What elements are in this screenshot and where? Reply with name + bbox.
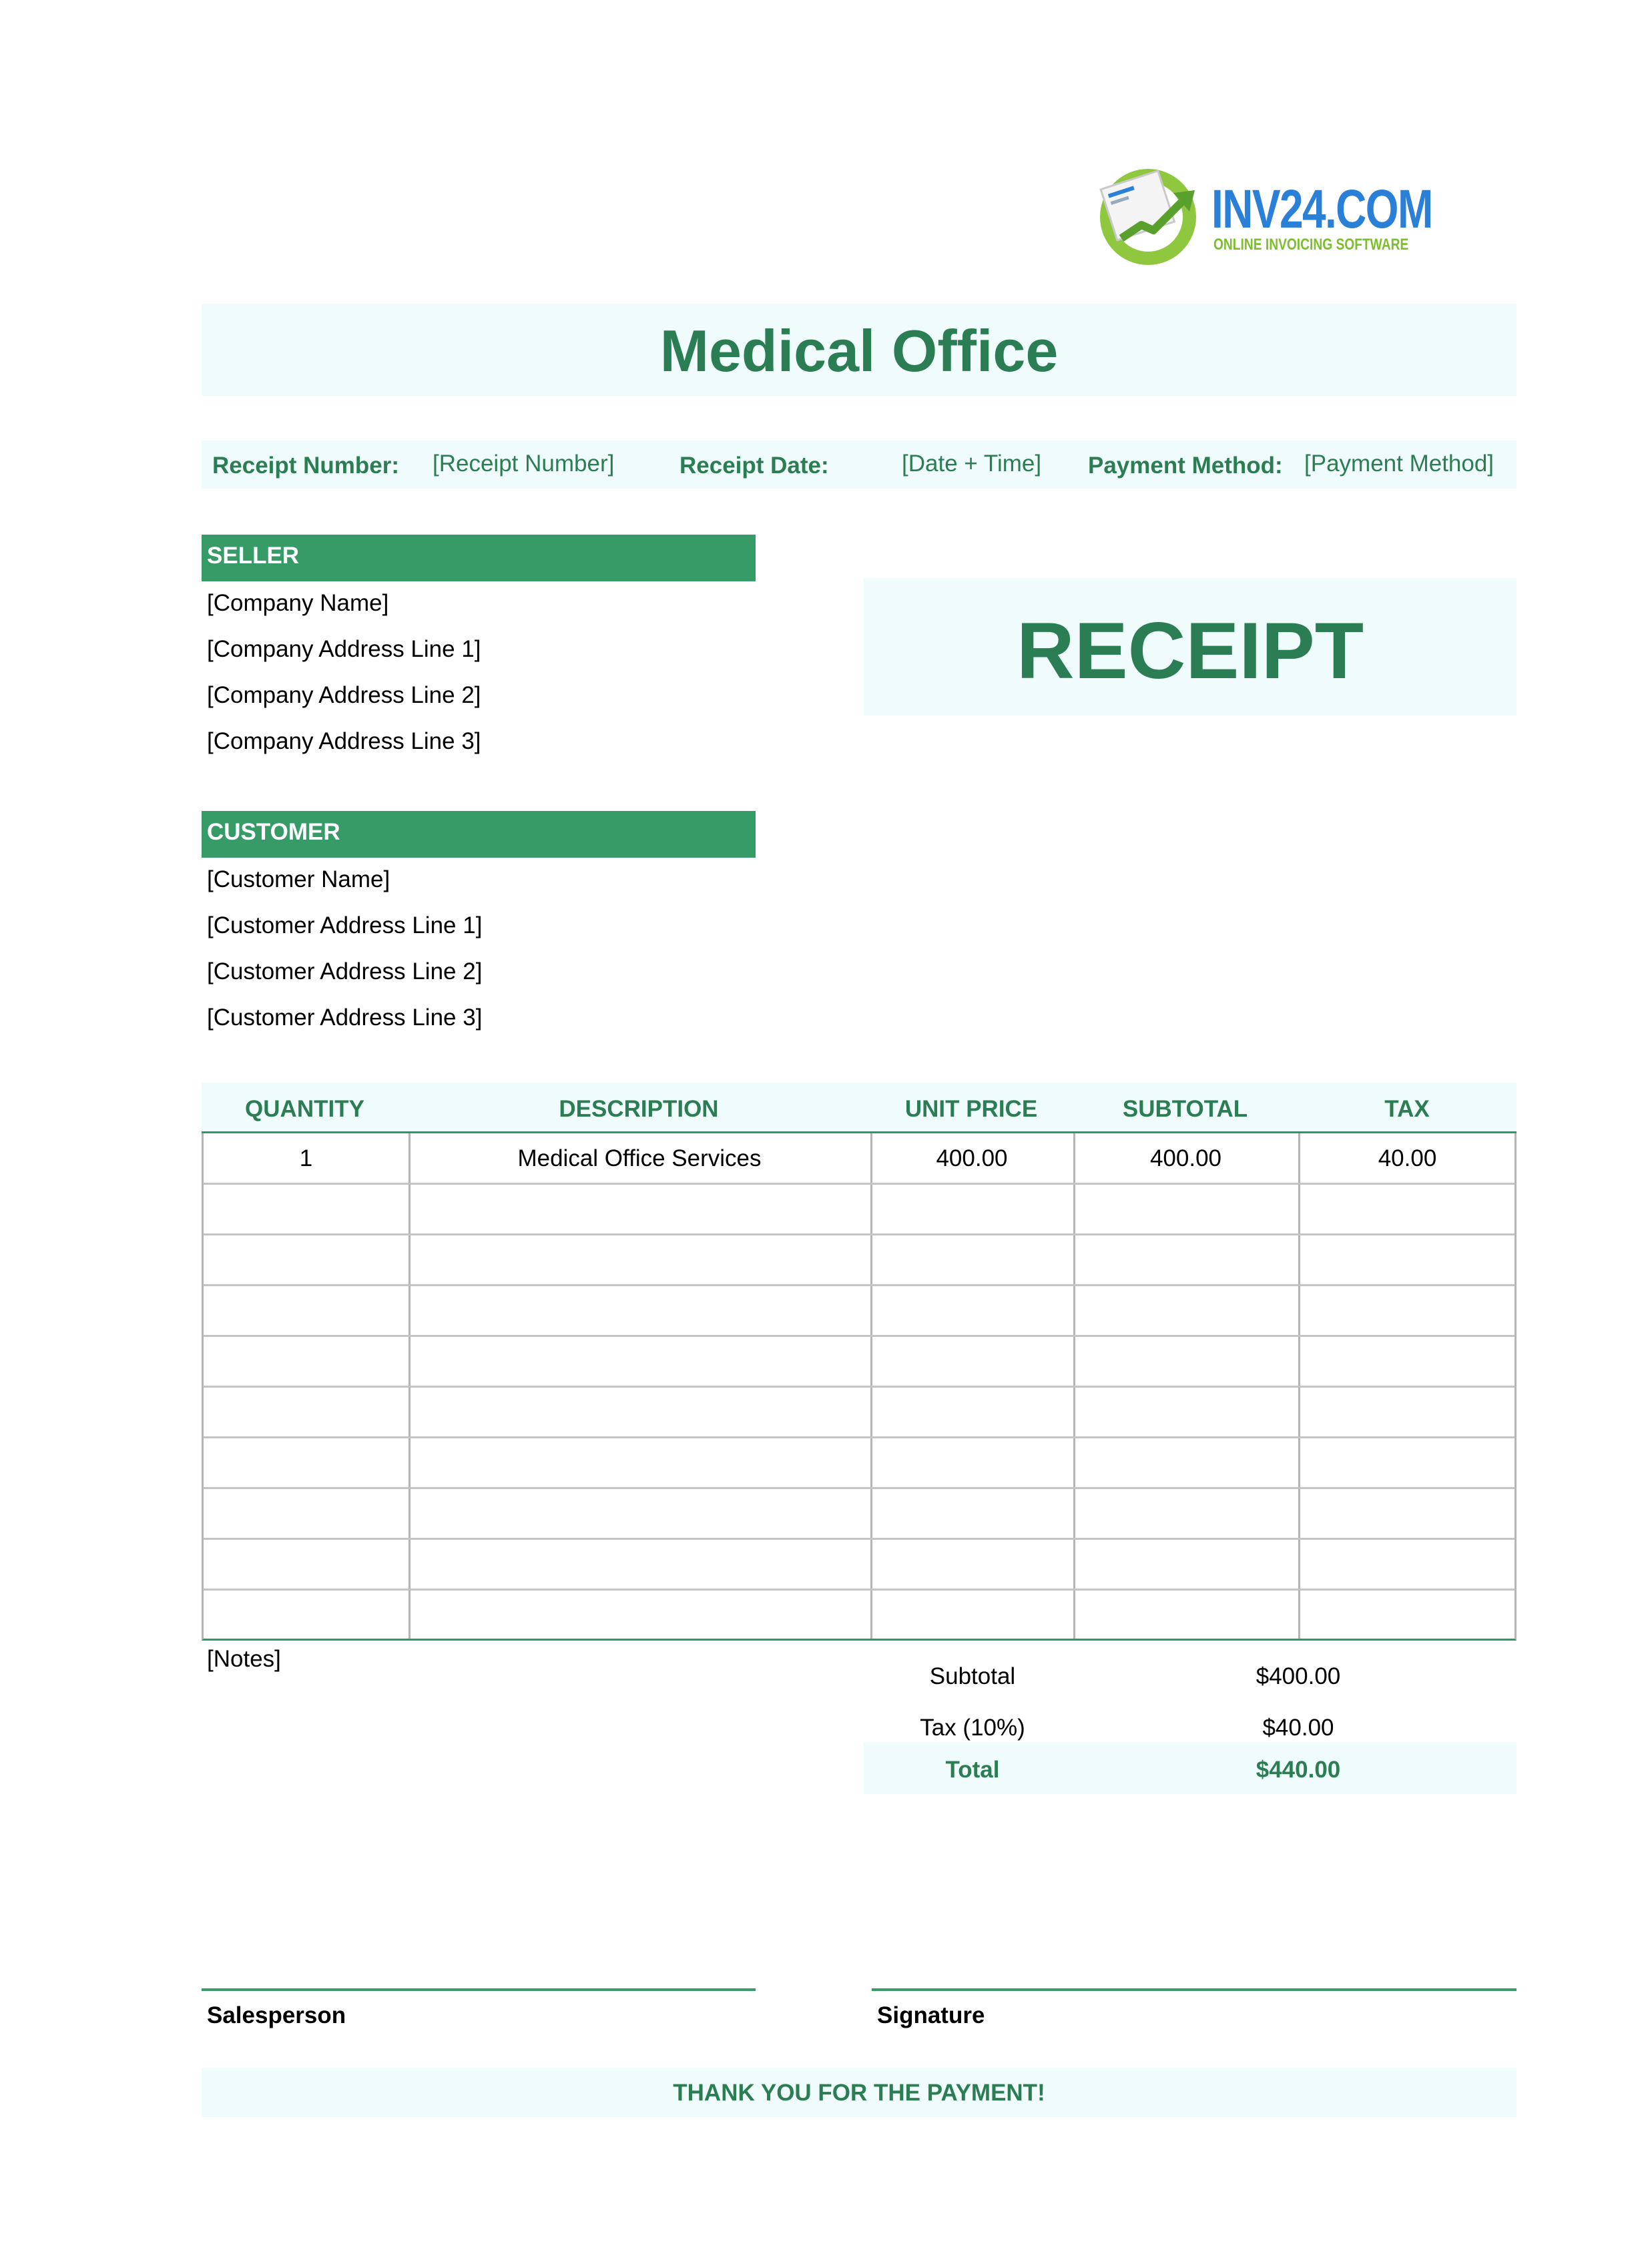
page-title: Medical Office	[659, 318, 1059, 384]
total-band	[864, 1742, 1517, 1794]
title-band	[202, 304, 1517, 396]
signature-line	[872, 1988, 1517, 1991]
row-1-unit-price: 400.00	[936, 1145, 1008, 1171]
column-header-tax: TAX	[1384, 1096, 1430, 1122]
salesperson-label: Salesperson	[207, 2002, 346, 2028]
subtotal-value: $400.00	[1256, 1663, 1341, 1689]
seller-address-line-1: [Company Address Line 1]	[207, 636, 481, 662]
receipt-heading: RECEIPT	[1016, 606, 1364, 695]
row-1-tax: 40.00	[1378, 1145, 1437, 1171]
items-table	[202, 1133, 1517, 1641]
footer-band	[202, 2068, 1517, 2117]
signature-label: Signature	[877, 2002, 985, 2028]
customer-name: [Customer Name]	[207, 866, 390, 892]
seller-header-label: SELLER	[207, 543, 300, 569]
brand-logo	[1095, 164, 1432, 270]
total-label: Total	[945, 1757, 1000, 1783]
logo-tagline: ONLINE INVOICING SOFTWARE	[1213, 236, 1409, 254]
column-header-description: DESCRIPTION	[559, 1096, 719, 1122]
column-header-unit-price: UNIT PRICE	[904, 1096, 1038, 1122]
logo-emblem-icon	[1095, 164, 1208, 270]
salesperson-line	[202, 1988, 756, 1991]
seller-header	[202, 535, 756, 581]
row-1-description: Medical Office Services	[517, 1145, 762, 1171]
notes: [Notes]	[207, 1646, 281, 1672]
row-1-subtotal: 400.00	[1149, 1145, 1222, 1171]
tax-value: $40.00	[1262, 1715, 1334, 1741]
column-header-quantity: QUANTITY	[245, 1096, 364, 1122]
seller-address-line-2: [Company Address Line 2]	[207, 682, 481, 708]
seller-address-line-3: [Company Address Line 3]	[207, 728, 481, 754]
receipt-date-label: Receipt Date:	[679, 453, 829, 479]
column-header-subtotal: SUBTOTAL	[1122, 1096, 1248, 1122]
receipt-meta-row	[202, 441, 1517, 489]
customer-header-label: CUSTOMER	[207, 819, 340, 845]
row-1-quantity: 1	[299, 1145, 313, 1171]
payment-method-label: Payment Method:	[1088, 453, 1283, 479]
customer-header	[202, 811, 756, 858]
payment-method-value: [Payment Method]	[1304, 451, 1494, 477]
seller-company-name: [Company Name]	[207, 590, 389, 616]
receipt-number-label: Receipt Number:	[212, 453, 400, 479]
receipt-date-value: [Date + Time]	[902, 451, 1042, 477]
receipt-label-box	[864, 578, 1517, 716]
tax-label: Tax (10%)	[920, 1715, 1025, 1741]
customer-address-line-2: [Customer Address Line 2]	[207, 958, 483, 984]
thank-you-message: THANK YOU FOR THE PAYMENT!	[673, 2080, 1045, 2106]
customer-address-line-1: [Customer Address Line 1]	[207, 912, 483, 938]
logo-wordmark: INV24.COM	[1211, 179, 1432, 240]
receipt-number-value: [Receipt Number]	[433, 451, 615, 477]
subtotal-label: Subtotal	[929, 1663, 1016, 1689]
items-table-header	[202, 1083, 1517, 1133]
customer-address-line-3: [Customer Address Line 3]	[207, 1005, 483, 1031]
total-value: $440.00	[1256, 1757, 1341, 1783]
